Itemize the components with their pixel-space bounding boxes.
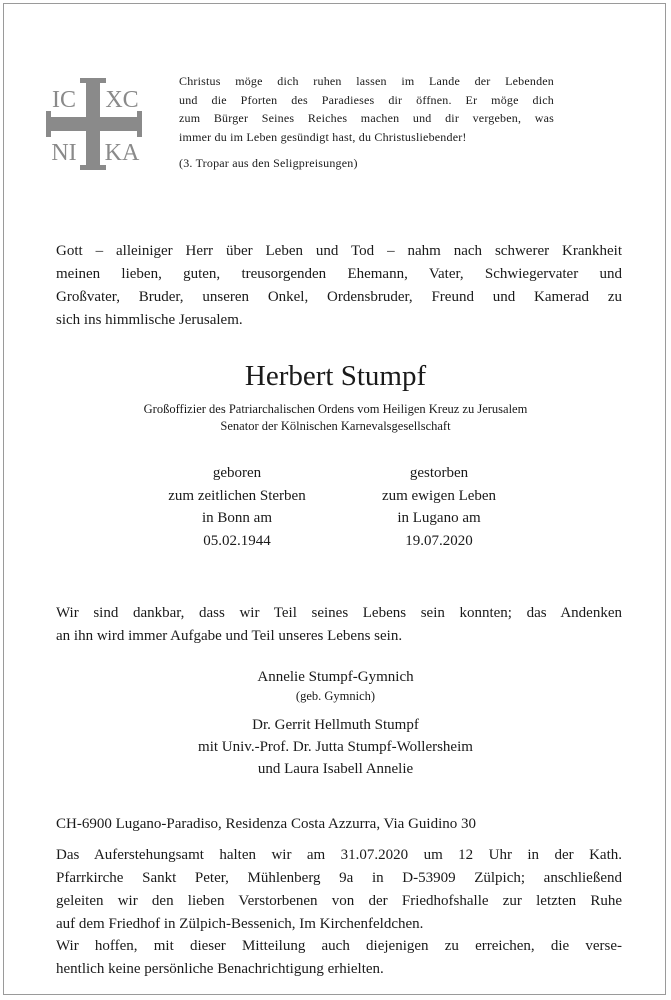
mourning-address [56, 813, 622, 836]
thanks-paragraph [56, 602, 622, 648]
cross-graphic [44, 74, 144, 174]
deceased-title: Senator der Kölnischen Karnevalsgesellschaft [220, 419, 451, 433]
death-phrase: zum ewigen Leben [381, 487, 497, 504]
birth-place: in Bonn am [202, 510, 272, 526]
widow-name: Annelie Stumpf-Gymnich [257, 669, 414, 685]
thanks-line: Wir sind dankbar, dass wir Teil seines Lebens sein konnten; das Andenken [56, 605, 622, 621]
prayer-source: (3. Tropar aus den Seligpreisungen) [179, 156, 358, 170]
death-info [339, 462, 539, 552]
letters-top-left: IC [52, 87, 76, 113]
deceased-name: Herbert Stumpf [244, 360, 427, 392]
son-name: Dr. Gerrit Hellmuth Stumpf [252, 717, 419, 733]
notice-paragraph [56, 935, 622, 981]
birth-label: geboren [212, 465, 262, 481]
funeral-paragraph [56, 844, 622, 936]
death-label: gestorben [409, 465, 469, 481]
son-partner-name: mit Univ.-Prof. Dr. Jutta Stumpf-Wollersheim [198, 739, 473, 755]
prayer-line: zum Bürger Seines Reiches machen und dir vergeben, was [179, 111, 554, 125]
letters-bottom-right: KA [104, 140, 140, 166]
deceased-titles [4, 401, 667, 435]
intro-line: Gott – alleiniger Herr über Leben und Tod – nahm nach schwerer Krankheit [56, 243, 622, 259]
intro-line: sich ins himmlische Jerusalem. [56, 312, 243, 328]
notice-line: Wir hoffen, mit dieser Mitteilung auch diejenigen zu erreichen, die verse- [56, 938, 622, 954]
intro-line: meinen lieben, guten, treusorgenden Ehemann, Vater, Schwiegervater und [56, 266, 622, 282]
thanks-line: an ihn wird immer Aufgabe und Teil unseres Lebens sein. [56, 628, 403, 644]
prayer-line: Christus möge dich ruhen lassen im Lande der Lebenden [179, 74, 554, 88]
address-line: CH-6900 Lugano-Paradiso, Residenza Costa Azzurra, Via Guidino 30 [56, 816, 476, 832]
notice-line: hentlich keine persönliche Benachrichtigung erhielten. [56, 961, 384, 977]
death-date: 19.07.2020 [405, 532, 473, 549]
prayer-quote [179, 72, 554, 173]
family-members [4, 714, 667, 780]
funeral-line: auf dem Friedhof in Zülpich-Bessenich, Im Kirchenfeldchen. [56, 916, 424, 932]
funeral-line: Das Auferstehungsamt halten wir am 31.07.2020 um 12 Uhr in der Kath. [56, 847, 622, 863]
grandchild-name: und Laura Isabell Annelie [257, 761, 414, 777]
letters-bottom-left: NI [51, 140, 77, 166]
prayer-line: immer du im Leben gesündigt hast, du Christusliebender! [179, 129, 467, 144]
funeral-line: geleiten wir den lieben Verstorbenen von der Friedhofshalle zur letzten Ruhe [56, 893, 622, 909]
widow-maiden-name: (geb. Gymnich) [295, 689, 376, 703]
deceased-title: Großoffizier des Patriarchalischen Ordens vom Heiligen Kreuz zu Jerusalem [143, 402, 528, 416]
intro-paragraph [56, 240, 622, 332]
birth-date: 05.02.1944 [203, 532, 271, 549]
death-place: in Lugano am [397, 510, 481, 526]
letters-top-right: XC [105, 87, 139, 113]
intro-line: Großvater, Bruder, unseren Onkel, Ordensbruder, Freund und Kamerad zu [56, 289, 622, 305]
prayer-line: und die Pforten des Paradieses dir öffnen. Er möge dich [179, 92, 554, 107]
ic-xc-nika-cross-icon [44, 74, 144, 174]
obituary-notice [3, 3, 666, 995]
birth-info [137, 462, 337, 552]
birth-phrase: zum zeitlichen Sterben [168, 487, 306, 504]
funeral-line: Pfarrkirche Sankt Peter, Mühlenberg 9a in D-53909 Zülpich; anschließend [56, 870, 622, 886]
